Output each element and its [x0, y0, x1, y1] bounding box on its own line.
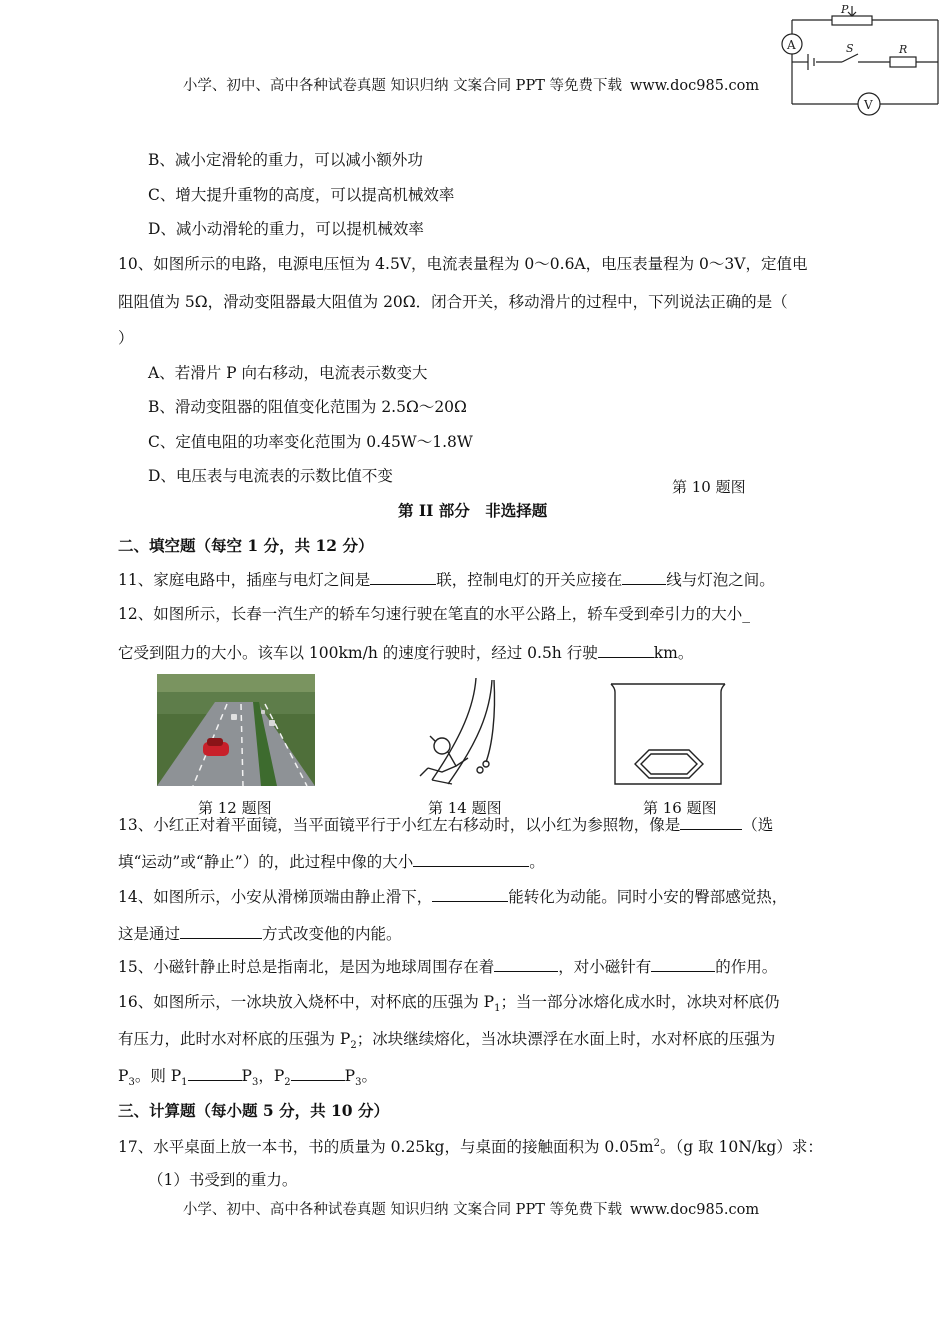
q13-line1: [118, 815, 773, 835]
q10-stem-line3: ）: [118, 329, 134, 347]
q17-text-b: 。（g 取 10N/kg）求：: [660, 1138, 823, 1157]
footer-url: www.doc985.com: [629, 1202, 760, 1218]
q11-blank-1[interactable]: [370, 570, 436, 585]
q17-sup: 2: [653, 1138, 660, 1149]
q16-p1-sub: 1: [181, 1077, 188, 1089]
header-url: www.doc985.com: [629, 78, 760, 94]
q15-text-a: 15、小磁针静止时总是指南北，是因为地球周围存在着: [118, 958, 495, 976]
q9-option-d: D、减小动滑轮的重力，可以提机械效率: [148, 220, 424, 238]
q16-line1: [118, 992, 779, 1019]
q16-p3-c-sub: 3: [355, 1077, 362, 1089]
q16-end: 。: [361, 1067, 377, 1085]
figure-14-slide-drawing: [412, 676, 504, 788]
q15-line: [118, 957, 777, 977]
figure-12-label: 第 12 题图: [198, 799, 272, 817]
q13-blank-1[interactable]: [680, 815, 742, 830]
q16-p2: ，P: [258, 1067, 285, 1085]
q15-blank-1[interactable]: [494, 957, 558, 972]
page-footer: [0, 1198, 950, 1219]
q10-option-b: B、滑动变阻器的阻值变化范围为 2.5Ω～20Ω: [148, 398, 467, 416]
q16-p3-b-sub: 3: [251, 1077, 259, 1089]
q10-figure-label: 第 10 题图: [672, 478, 746, 496]
q16-blank-1[interactable]: [188, 1066, 242, 1081]
q12-line2: [118, 643, 693, 663]
q15-blank-2[interactable]: [651, 957, 715, 972]
q16-line3: [118, 1066, 377, 1093]
q11-blank-2[interactable]: [622, 570, 666, 585]
q17-line1: [118, 1134, 823, 1157]
circuit-label-s: S: [846, 42, 854, 55]
q11-line: [118, 570, 775, 590]
circuit-label-a: A: [787, 38, 796, 52]
q14-line1: [118, 887, 787, 907]
q16-text-b: ；当一部分冰熔化成水时，冰块对杯底仍: [500, 993, 780, 1011]
q17-subquestion-1: （1）书受到的重力。: [148, 1171, 298, 1189]
figure-12-highway-image: [157, 674, 315, 786]
q16-p3-b: P: [241, 1067, 252, 1085]
q14-text-b: 能转化为动能。同时小安的臀部感觉热，: [508, 888, 788, 906]
q14-blank-2[interactable]: [180, 924, 262, 939]
q13-text-c: 填“运动”或“静止”）的，此过程中像的大小: [118, 853, 414, 871]
q13-text-a: 13、小红正对着平面镜，当平面镜平行于小红左右移动时，以小红为参照物，像是: [118, 816, 681, 834]
q16-sub-2: 2: [350, 1040, 357, 1052]
q16-blank-2[interactable]: [291, 1066, 345, 1081]
q10-stem-line1: 10、如图所示的电路，电源电压恒为 4.5V，电流表量程为 0～0.6A，电压表量程为 0～3V，定值电: [118, 255, 808, 273]
q16-line2: [118, 1029, 775, 1056]
q16-text-d: ；冰块继续熔化，当冰块漂浮在水面上时，水对杯底的压强为: [356, 1030, 776, 1048]
figure-14-label: 第 14 题图: [428, 799, 502, 817]
part2-title: 第 II 部分 非选择题: [398, 501, 548, 520]
q13-blank-2[interactable]: [413, 852, 529, 867]
q16-text-a: 16、如图所示，一冰块放入烧杯中，对杯底的压强为 P: [118, 993, 495, 1011]
q14-blank-1[interactable]: [432, 887, 508, 902]
q12-text-b: km。: [653, 644, 694, 662]
q15-text-c: 的作用。: [715, 958, 778, 976]
q9-option-b: B、减小定滑轮的重力，可以减小额外功: [148, 151, 423, 169]
q16-p3-a-sub: 3: [128, 1077, 135, 1089]
section2-title: 二、填空题（每空 1 分，共 12 分）: [118, 536, 374, 555]
q16-p3-c: P: [344, 1067, 356, 1085]
q16-p3-a: P: [118, 1067, 129, 1085]
q14-text-c: 这是通过: [118, 925, 181, 943]
q16-text-c: 有压力，此时水对杯底的压强为 P: [118, 1030, 351, 1048]
q13-text-b: （选: [742, 816, 774, 834]
figure-16-label: 第 16 题图: [643, 799, 717, 817]
q14-text-d: 方式改变他的内能。: [262, 925, 402, 943]
q10-stem-line2: 阻阻值为 5Ω，滑动变阻器最大阻值为 20Ω．闭合开关，移动滑片的过程中，下列说法正确的是（: [118, 293, 788, 311]
section3-title: 三、计算题（每小题 5 分，共 10 分）: [118, 1101, 389, 1120]
circuit-label-v: V: [864, 98, 873, 112]
header-text: 小学、初中、高中各种试卷真题 知识归纳 文案合同 PPT 等免费下载: [182, 78, 622, 94]
figure-16-beaker-drawing: [607, 680, 729, 790]
q12-text-a: 它受到阻力的大小。该车以 100km/h 的速度行驶时，经过 0.5h 行驶: [118, 644, 598, 662]
q10-option-a: A、若滑片 P 向右移动，电流表示数变大: [148, 364, 428, 382]
q10-option-d: D、电压表与电流表的示数比值不变: [148, 467, 393, 485]
q12-line1: 12、如图所示，长春一汽生产的轿车匀速行驶在笔直的水平公路上，轿车受到牵引力的大小_: [118, 605, 750, 623]
q12-blank[interactable]: [598, 643, 654, 658]
q16-then: 。则 P: [134, 1067, 182, 1085]
circuit-label-p: P: [841, 4, 849, 16]
q11-text-c: 线与灯泡之间。: [666, 571, 775, 589]
q16-sub-1: 1: [494, 1003, 501, 1015]
q13-line2: [118, 852, 545, 872]
circuit-diagram: [778, 4, 944, 116]
q15-text-b: ，对小磁针有: [558, 958, 652, 976]
q9-option-c: C、增大提升重物的高度，可以提高机械效率: [148, 186, 455, 204]
q17-text-a: 17、水平桌面上放一本书，书的质量为 0.25kg，与桌面的接触面积为 0.05m: [118, 1138, 654, 1157]
footer-text: 小学、初中、高中各种试卷真题 知识归纳 文案合同 PPT 等免费下载: [182, 1202, 622, 1218]
circuit-label-r: R: [899, 43, 908, 56]
q14-text-a: 14、如图所示，小安从滑梯顶端由静止滑下，: [118, 888, 433, 906]
q11-text-b: 联，控制电灯的开关应接在: [436, 571, 623, 589]
q14-line2: [118, 924, 402, 944]
q11-text-a: 11、家庭电路中，插座与电灯之间是: [118, 571, 371, 589]
q16-p2-sub: 2: [284, 1077, 291, 1089]
q10-option-c: C、定值电阻的功率变化范围为 0.45W～1.8W: [148, 433, 473, 451]
q13-text-d: 。: [529, 853, 545, 871]
